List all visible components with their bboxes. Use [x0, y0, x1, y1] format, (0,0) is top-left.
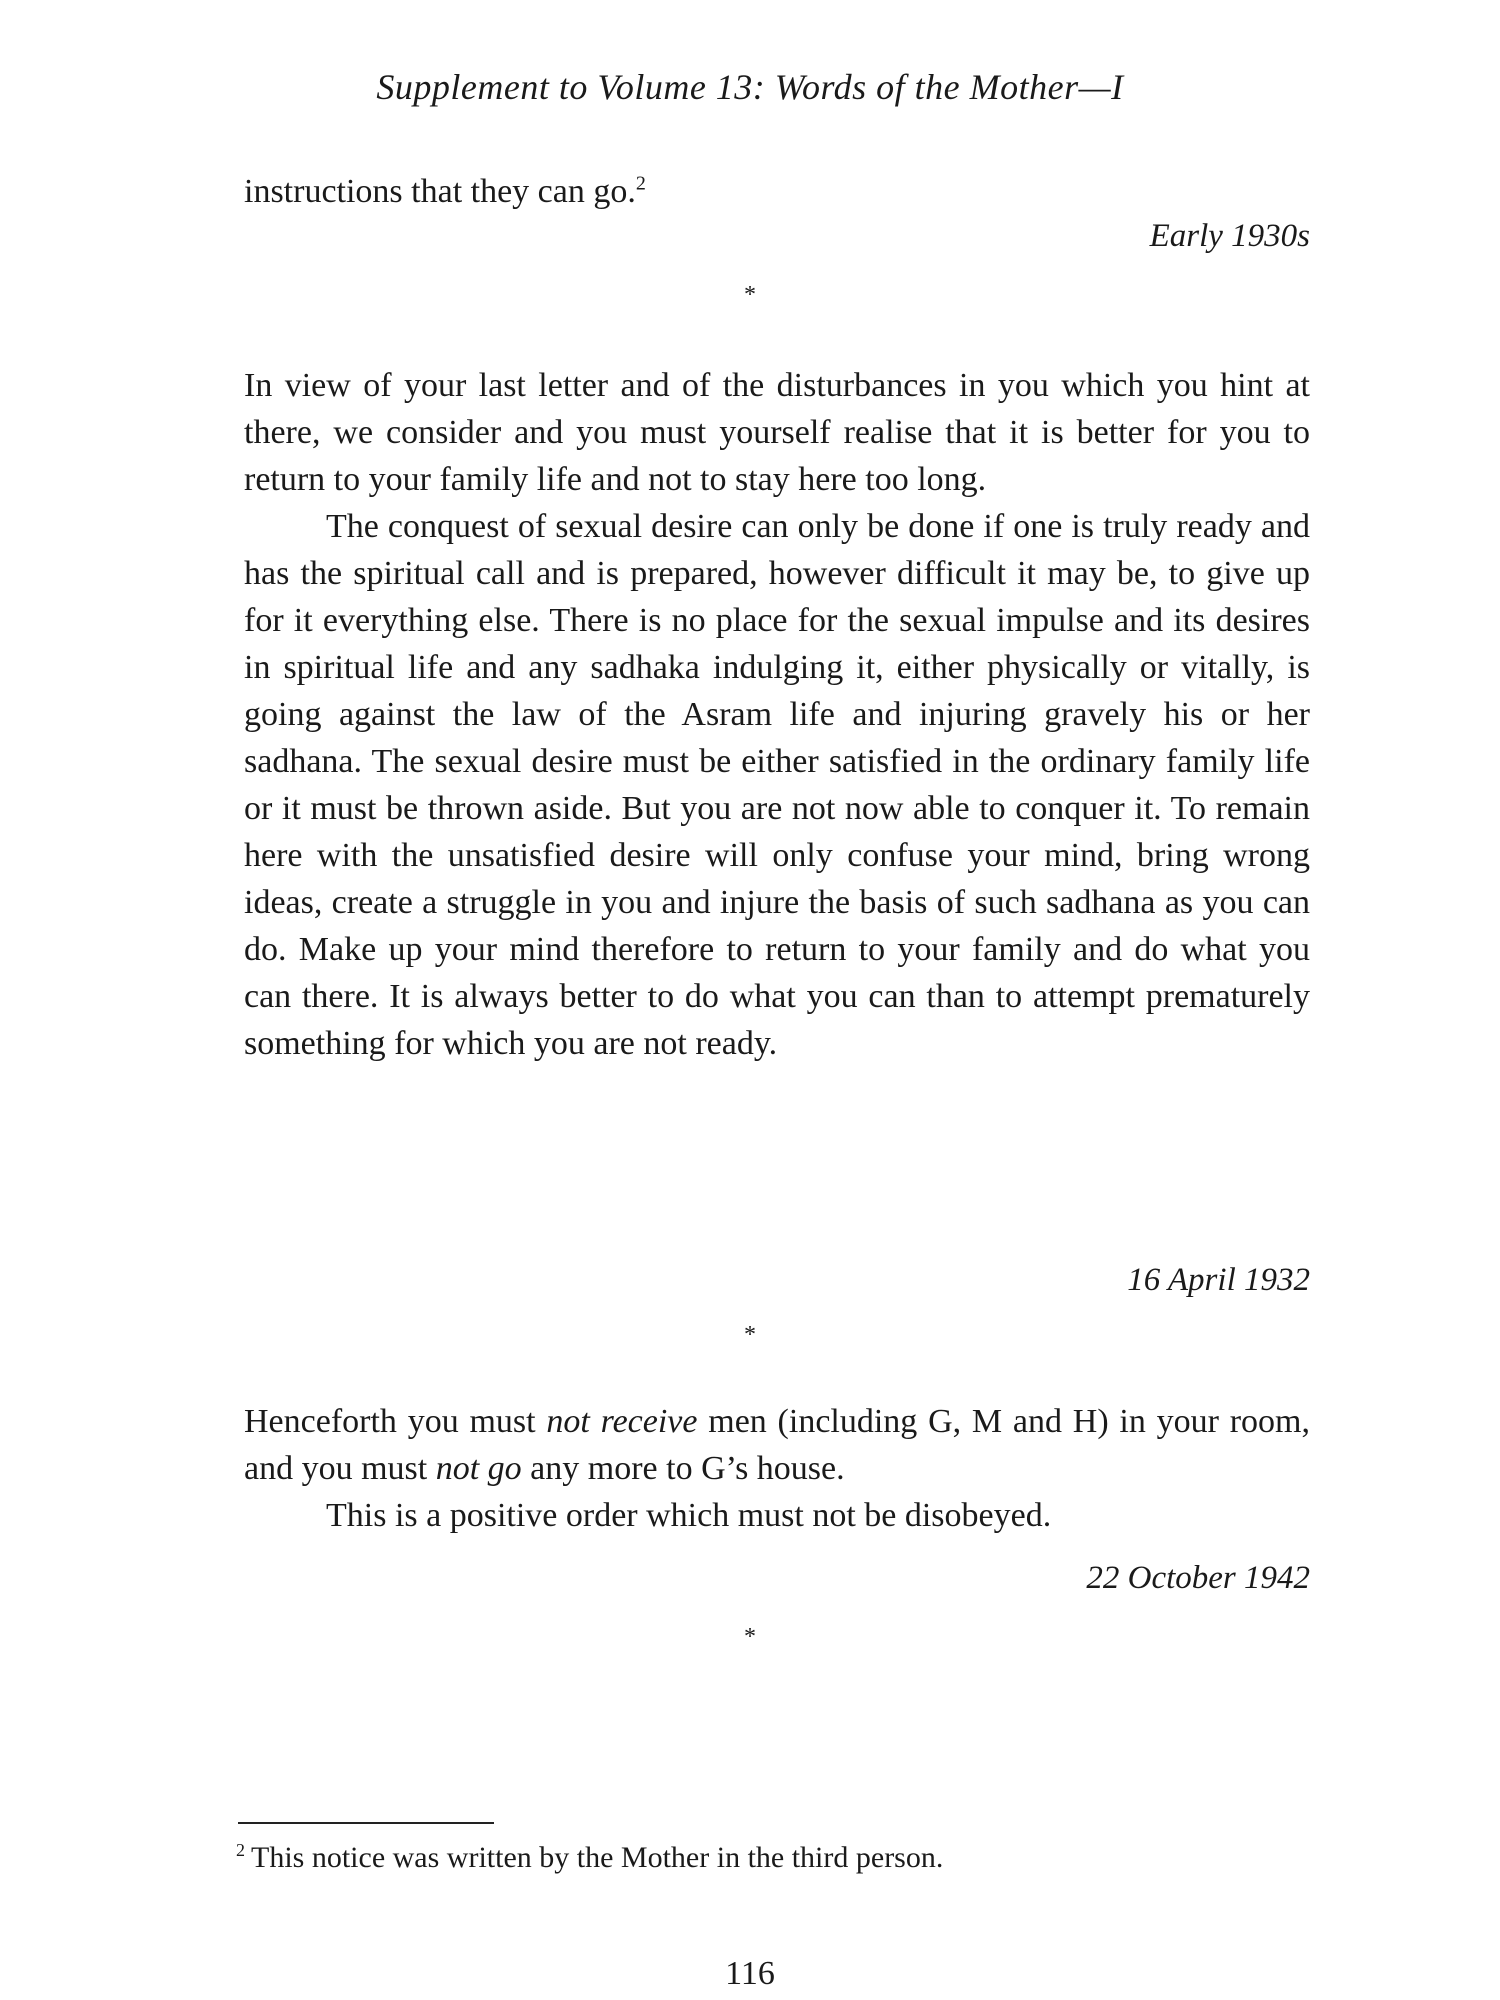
date-line: 16 April 1932 — [1127, 1262, 1310, 1298]
running-head: Supplement to Volume 13: Words of the Mother—I — [376, 67, 1124, 107]
separator-asterisk: * — [744, 1624, 756, 1650]
section-2-text — [244, 362, 1310, 1067]
date-line: 22 October 1942 — [1086, 1560, 1310, 1596]
separator-asterisk: * — [744, 1322, 756, 1348]
footnote-marker: 2 — [236, 1840, 245, 1860]
section-1-text — [244, 168, 1310, 215]
text-run: men (including G, M and H) in your room, and you must — [244, 1403, 1311, 1487]
separator-asterisk: * — [744, 282, 756, 308]
page-number: 116 — [725, 1955, 775, 1992]
emphasis: not go — [435, 1450, 522, 1487]
paragraph — [244, 168, 1310, 215]
date-line: Early 1930s — [1149, 218, 1310, 254]
paragraph: This is a positive order which must not be disobeyed. — [326, 1497, 1052, 1534]
paragraph — [244, 1398, 1310, 1492]
paragraph: The conquest of sexual desire can only be done if one is truly ready and has the spiritual call and is prepared, however difficult it may be, to give up for it everything else. There is no place for the sexual impulse and its desires in spiritual life and any sadhaka indulging it, either physically or vitally, is going against the law of the Asram life and injuring gravely his or her sadhana. The sexual desire must be either satisfied in the ordinary family life or it must be thrown aside. But you are not now able to conquer it. To remain here with the unsatisfied desire will only confuse your mind, bring wrong ideas, create a struggle in you and injure the basis of such sadhana as you can do. Make up your mind therefore to return to your family and do what you can there. It is always better to do what you can than to attempt prematurely something for which you are not ready. — [244, 508, 1310, 1062]
footnote-ref: 2 — [635, 172, 646, 195]
footnote-text: This notice was written by the Mother in the third person. — [251, 1841, 944, 1874]
footnote-rule — [238, 1822, 494, 1824]
paragraph: In view of your last letter and of the disturbances in you which you hint at there, we consider and you must yourself realise that it is better for you to return to your family life and not to stay here too long. — [244, 367, 1310, 498]
section-3-text — [244, 1398, 1310, 1539]
text-run: any more to G’s house. — [521, 1450, 845, 1487]
emphasis: not receive — [546, 1403, 698, 1440]
paragraph-text: instructions that they can go. — [244, 173, 636, 210]
text-run: Henceforth you must — [244, 1403, 547, 1440]
footnote — [236, 1838, 943, 1878]
